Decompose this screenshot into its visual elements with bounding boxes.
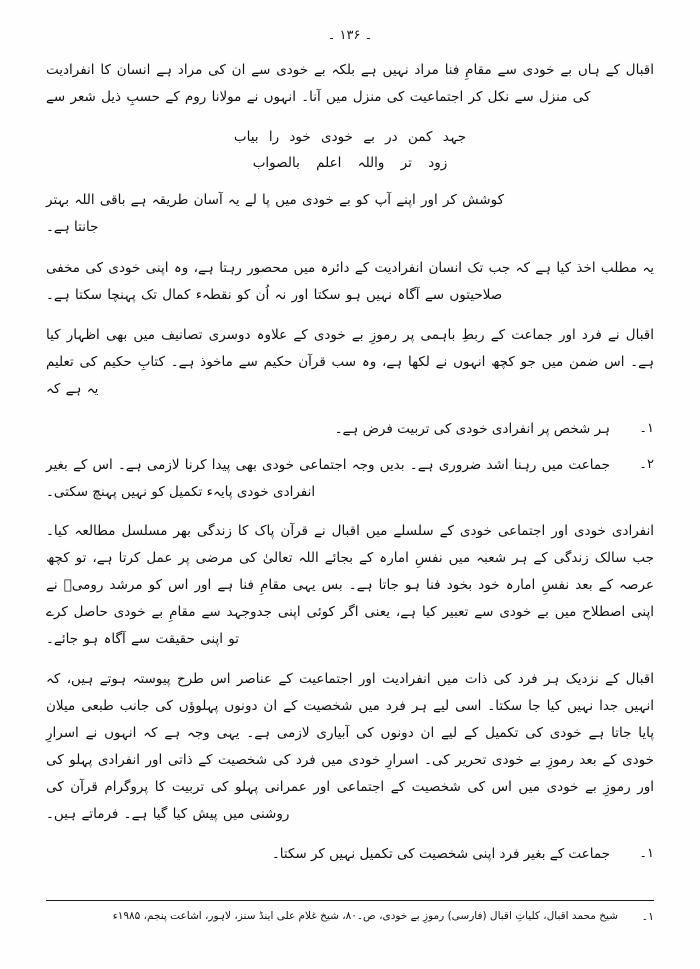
paragraph-5: اقبال کے نزدیک ہر فرد کی ذات میں انفرادیت اور اجتماعیت کے عناصر اس طرح پیوستہ ہوتے ہیں، کہ انہیں جدا نہیں کیا جا سکتا۔ اسی لیے ہر فرد میں شخصیت کے ان دونوں پہلوؤں کی جانب طبعی میلان پایا جاتا ہے خودی کی تکمیل کے لیے ان دونوں کی آبیاری لازمی ہے۔ یہی وجہ ہے کہ انہوں نے اسرارِ خودی کے بعد رموزِ بے خودی تحریر کی۔ اسرارِ خودی میں فرد کی شخصیت کے ذاتی اور انفرادی پہلو کی اور رموزِ بے خودی میں اس کی شخصیت کے اجتماعی اور عمرانی پہلو کی تربیت کا پروگرام قرآن کی روشنی میں پیش کیا گیا ہے۔ فرماتے ہیں۔ (46, 670, 654, 822)
footnote (46, 908, 654, 927)
footnote-area (46, 900, 654, 927)
numbered-list-1 (46, 416, 654, 506)
list-item-text: جماعت کے بغیر فرد اپنی شخصیت کی تکمیل نہیں کر سکتا۔ (271, 845, 610, 862)
paragraph-3: اقبال نے فرد اور جماعت کے ربطِ باہمی پر رموزِ بے خودی کے علاوہ دوسری تصانیف میں بھی اظہار کیا ہے۔ اس ضمن میں جو کچھ انہوں نے لکھا ہے، وہ سب قرآن حکیم سے ماخوذ ہے۔ کتابِ حکیم کی تعلیم یہ ہے کہ (46, 326, 654, 397)
numbered-list-2 (46, 841, 654, 868)
couplet-translation: کوشش کر اور اپنے آپ کو بے خودی میں پا لے یہ آسان طریقہ ہے باقی اللہ بہتر جانتا ہے۔ (46, 191, 504, 235)
list-item (46, 452, 654, 506)
list-marker: ۲۔ (639, 456, 654, 472)
paragraph-1: اقبال کے ہاں بے خودی سے مقامِ فنا مراد نہیں ہے بلکہ بے خودی سے ان کی مراد ہے انسان کا انفرادیت کی منزل سے نکل کر اجتماعیت کی منزل میں آنا۔ انہوں نے مولانا روم کے حسبِ ذیل شعر سے (46, 62, 654, 105)
list-marker: ۱۔ (639, 420, 654, 436)
footnote-marker: ۱۔ (641, 910, 654, 924)
list-item-text: ہر شخص پر انفرادی خودی کی تربیت فرض ہے۔ (334, 420, 610, 437)
footnote-separator (46, 900, 654, 901)
couplet-line-1: جہد کمن در بے خودی خود را بیاب (233, 129, 467, 145)
paragraph-2: یہ مطلب اخذ کیا ہے کہ جب تک انسان انفرادیت کے دائرہ میں محصور رہتا ہے، وہ اپنی خودی کی مخفی صلاحیتوں سے آگاہ نہیں ہو سکتا اور نہ اُن کو نقطہء کمال تک پہنچا سکتا ہے۔ (46, 259, 654, 303)
list-item-text: جماعت میں رہنا اشد ضروری ہے۔ بدیں وجہ اجتماعی خودی بھی پیدا کرنا لازمی ہے۔ اس کے بغیر انفرادی خودی پایہء تکمیل کو نہیں پہنچ سکتی۔ (46, 456, 610, 500)
page-content (46, 43, 654, 868)
list-item (46, 841, 654, 868)
paragraph-4: انفرادی خودی اور اجتماعی خودی کے سلسلے میں اقبال نے قرآن پاک کا زندگی بھر مسلسل مطالعہ کیا۔ جب سالک زندگی کے ہر شعبہ میں نفسِ امارہ کے بجائے اللہ تعالیٰ کی مرضی پر عمل کرتا ہے، تو کچھ عرصہ کے بعد نفسِ امارہ خود بخود فنا ہو جاتا ہے۔ بس یہی مقامِ فنا ہے اور اس کو مرشد رومیؒ نے اپنی اصطلاح میں بے خودی سے تعبیر کیا ہے، یعنی اگر کوئی اپنی جدوجہد سے مقامِ بے خودی حاصل کرے تو اپنی حقیقت سے آگاہ ہو جائے۔ (46, 522, 654, 647)
persian-couplet (46, 124, 654, 177)
list-marker: ۱۔ (639, 845, 654, 861)
couplet-line-2: زود تر واللہ اعلم بالصواب (252, 155, 448, 172)
page-number: ۔ ۱۳۶ ۔ (327, 28, 373, 43)
footnote-text: شیخ محمد اقبال، کلیاتِ اقبال (فارسی) رموزِ بے خودی، ص۔۸۰، شیخ غلام علی اینڈ سنز، لاہور، اشاعت پنجم، ۱۹۸۵ء (112, 910, 618, 923)
list-item (46, 416, 654, 443)
